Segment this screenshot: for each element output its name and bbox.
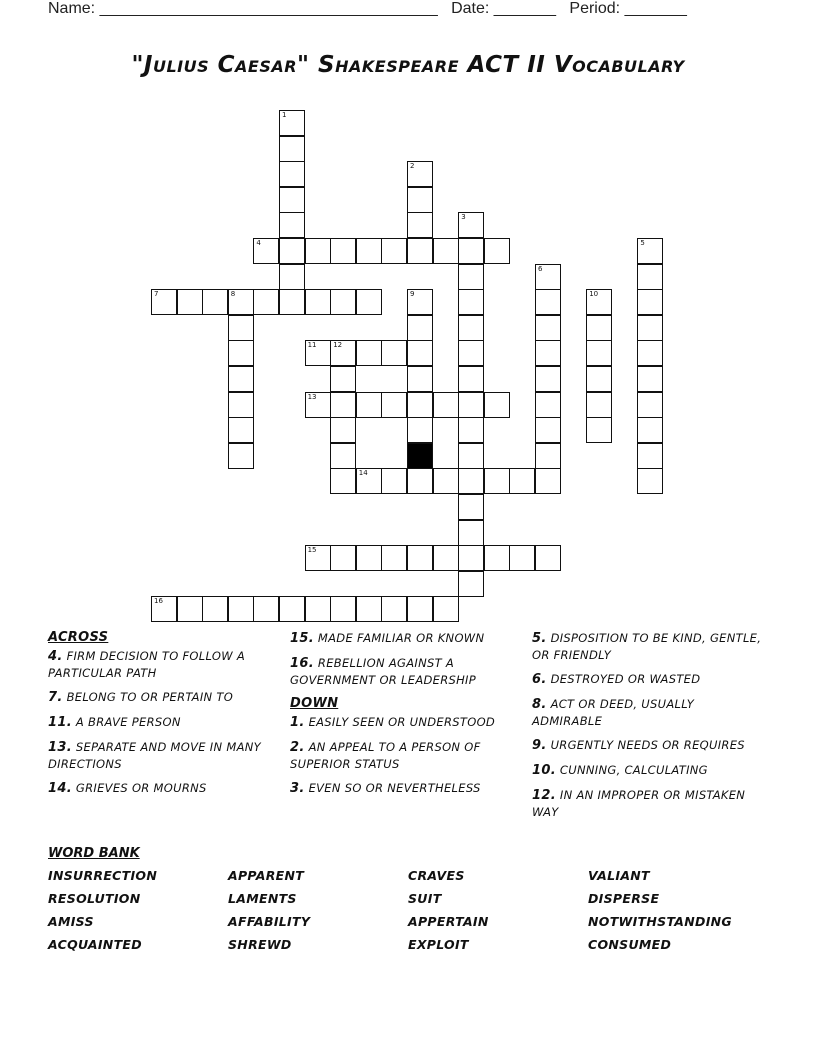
grid-cell[interactable] — [330, 545, 356, 571]
clue-number: 9 — [410, 290, 415, 299]
grid-cell[interactable] — [637, 443, 663, 469]
clue-number: 2 — [410, 162, 415, 171]
bank-word: SUIT — [408, 891, 442, 906]
bank-word: EXPLOIT — [408, 937, 469, 952]
grid-cell[interactable] — [228, 443, 254, 469]
grid-cell[interactable] — [356, 392, 382, 418]
grid-cell[interactable] — [407, 392, 433, 418]
grid-cell[interactable] — [637, 238, 663, 264]
grid-cell[interactable] — [637, 366, 663, 392]
clue-number: 5 — [640, 239, 645, 247]
bank-word: RESOLUTION — [48, 891, 141, 906]
clue-down-12: 12. IN AN IMPROPER OR MISTAKEN WAY — [532, 788, 746, 819]
grid-cell[interactable] — [407, 596, 433, 622]
grid-cell[interactable] — [228, 340, 254, 366]
grid-cell[interactable] — [330, 468, 356, 494]
grid-cell[interactable] — [228, 392, 254, 418]
bank-word: VALIANT — [588, 868, 650, 883]
grid-cell[interactable] — [458, 315, 484, 341]
grid-cell[interactable] — [228, 366, 254, 392]
clue-number: 6 — [538, 264, 543, 273]
grid-cell[interactable] — [305, 289, 331, 315]
bank-word: DISPERSE — [588, 891, 660, 906]
clues-column-3 — [532, 630, 768, 828]
grid-cell[interactable] — [407, 289, 433, 315]
grid-cell[interactable] — [458, 340, 484, 366]
grid-cell[interactable] — [586, 340, 612, 366]
bank-word: AMISS — [48, 914, 94, 929]
grid-cell[interactable] — [279, 264, 305, 290]
grid-cell[interactable] — [458, 520, 484, 546]
grid-cell[interactable] — [407, 315, 433, 341]
grid-cell[interactable] — [458, 468, 484, 494]
clue-number: 4 — [256, 239, 261, 247]
grid-cell[interactable] — [253, 238, 279, 264]
grid-cell[interactable] — [330, 443, 356, 469]
date-blank[interactable]: _______ — [493, 0, 557, 17]
clue-across-16: 16. REBELLION AGAINST A GOVERNMENT OR LEADERSHIP — [290, 656, 476, 687]
bank-word: ACQUAINTED — [48, 937, 142, 952]
clue-number: 16 — [154, 597, 163, 606]
grid-cell[interactable] — [356, 289, 382, 315]
clue-number: 3 — [461, 213, 466, 222]
grid-cell[interactable] — [279, 110, 305, 136]
grid-cell[interactable] — [279, 238, 305, 264]
grid-cell[interactable] — [458, 494, 484, 520]
across-heading: ACROSS — [48, 630, 109, 645]
grid-cell[interactable] — [535, 417, 561, 443]
clue-number: 15 — [307, 546, 317, 555]
grid-cell[interactable] — [356, 545, 382, 571]
bank-word: SHREWD — [228, 937, 292, 952]
grid-cell[interactable] — [458, 212, 484, 238]
grid-cell[interactable] — [330, 340, 356, 366]
grid-cell[interactable] — [586, 289, 612, 315]
grid-cell[interactable] — [433, 596, 459, 622]
clue-number: 1 — [282, 111, 287, 119]
grid-cell[interactable] — [279, 136, 305, 162]
grid-cell[interactable] — [151, 596, 177, 622]
grid-cell[interactable] — [407, 417, 433, 443]
grid-cell[interactable] — [586, 315, 612, 341]
grid-cell[interactable] — [305, 238, 331, 264]
grid-cell[interactable] — [407, 545, 433, 571]
grid-cell[interactable] — [305, 392, 331, 418]
grid-cell[interactable] — [356, 596, 382, 622]
grid-cell[interactable] — [637, 315, 663, 341]
grid-cell[interactable] — [202, 289, 228, 315]
clue-number: 11 — [307, 341, 317, 350]
clue-number: 8 — [230, 290, 236, 299]
grid-cell[interactable] — [586, 417, 612, 443]
grid-cell[interactable] — [305, 340, 331, 366]
grid-cell[interactable] — [458, 289, 484, 315]
grid-cell[interactable] — [535, 289, 561, 315]
grid-cell[interactable] — [356, 238, 382, 264]
clue-down-3: 3. EVEN SO OR NEVERTHELESS — [290, 781, 481, 796]
grid-cell[interactable] — [433, 545, 459, 571]
grid-cell[interactable] — [381, 340, 407, 366]
clues-column-2 — [290, 630, 515, 805]
grid-cell[interactable] — [381, 238, 407, 264]
clue-down-1: 1. EASILY SEEN OR UNDERSTOOD — [290, 715, 496, 730]
clue-down-10: 10. CUNNING, CALCULATING — [532, 763, 708, 778]
grid-cell[interactable] — [637, 468, 663, 494]
clue-down-9: 9. URGENTLY NEEDS OR REQUIRES — [532, 738, 745, 753]
bank-word: LAMENTS — [228, 891, 297, 906]
grid-cell[interactable] — [381, 545, 407, 571]
clue-across-11: 11. A BRAVE PERSON — [48, 715, 181, 730]
grid-cell[interactable] — [509, 545, 535, 571]
grid-cell[interactable] — [535, 392, 561, 418]
grid-cell[interactable] — [279, 212, 305, 238]
grid-cell[interactable] — [458, 392, 484, 418]
clue-down-6: 6. DESTROYED OR WASTED — [532, 672, 701, 687]
grid-cell[interactable] — [535, 366, 561, 392]
grid-cell[interactable] — [253, 596, 279, 622]
grid-cell[interactable] — [458, 238, 484, 264]
grid-cell[interactable] — [586, 366, 612, 392]
clue-across-7: 7. BELONG TO OR PERTAIN TO — [48, 690, 234, 705]
grid-cell[interactable] — [381, 468, 407, 494]
word-bank-title: WORD BANK — [48, 846, 140, 861]
grid-cell[interactable] — [484, 238, 510, 264]
grid-cell[interactable] — [381, 596, 407, 622]
grid-cell[interactable] — [407, 366, 433, 392]
grid-cell[interactable] — [407, 187, 433, 213]
grid-cell[interactable] — [381, 392, 407, 418]
grid-cell[interactable] — [637, 417, 663, 443]
grid-cell[interactable] — [637, 392, 663, 418]
grid-cell[interactable] — [407, 238, 433, 264]
clue-down-5: 5. DISPOSITION TO BE KIND, GENTLE, OR FRIENDLY — [532, 631, 762, 662]
clue-number: 7 — [154, 290, 159, 299]
grid-cell[interactable] — [535, 264, 561, 290]
grid-cell[interactable] — [330, 289, 356, 315]
grid-cell[interactable] — [228, 315, 254, 341]
grid-cell[interactable] — [433, 468, 459, 494]
grid-cell[interactable] — [484, 392, 510, 418]
grid-cell[interactable] — [330, 392, 356, 418]
grid-cell[interactable] — [279, 187, 305, 213]
clue-down-2: 2. AN APPEAL TO A PERSON OF SUPERIOR STATUS — [290, 740, 481, 771]
bank-word: APPARENT — [228, 868, 305, 883]
grid-cell[interactable] — [484, 545, 510, 571]
grid-cell[interactable] — [330, 238, 356, 264]
grid-cell[interactable] — [637, 340, 663, 366]
grid-cell[interactable] — [330, 417, 356, 443]
grid-cell[interactable] — [433, 392, 459, 418]
grid-cell[interactable] — [637, 289, 663, 315]
grid-cell[interactable] — [305, 545, 331, 571]
name-label: Name: — [48, 0, 96, 17]
period-label: Period: — [569, 0, 621, 17]
grid-cell[interactable] — [228, 289, 254, 315]
bank-word: CONSUMED — [588, 937, 672, 952]
clues-column-1 — [48, 630, 273, 805]
clue-across-15: 15. MADE FAMILIAR OR KNOWN — [290, 631, 485, 646]
grid-cell[interactable] — [458, 571, 484, 597]
grid-cell[interactable] — [458, 545, 484, 571]
grid-cell[interactable] — [458, 443, 484, 469]
grid-block — [407, 443, 433, 469]
grid-cell[interactable] — [228, 417, 254, 443]
bank-word: NOTWITHSTANDING — [588, 914, 732, 929]
date-label: Date: — [451, 0, 490, 17]
grid-cell[interactable] — [535, 468, 561, 494]
grid-cell[interactable] — [330, 366, 356, 392]
grid-cell[interactable] — [279, 289, 305, 315]
grid-cell[interactable] — [279, 596, 305, 622]
grid-cell[interactable] — [177, 289, 203, 315]
grid-cell[interactable] — [458, 417, 484, 443]
grid-cell[interactable] — [407, 340, 433, 366]
clue-number: 10 — [589, 290, 599, 299]
bank-word: INSURRECTION — [48, 868, 158, 883]
grid-cell[interactable] — [458, 264, 484, 290]
grid-cell[interactable] — [407, 212, 433, 238]
clue-across-13: 13. SEPARATE AND MOVE IN MANY DIRECTIONS — [48, 740, 261, 771]
period-blank[interactable]: _______ — [624, 0, 687, 17]
clue-across-14: 14. GRIEVES OR MOURNS — [48, 781, 207, 796]
grid-cell[interactable] — [535, 545, 561, 571]
grid-cell[interactable] — [407, 468, 433, 494]
grid-cell[interactable] — [586, 392, 612, 418]
grid-cell[interactable] — [535, 315, 561, 341]
grid-cell[interactable] — [535, 443, 561, 469]
clue-number: 14 — [358, 469, 368, 478]
grid-cell[interactable] — [484, 468, 510, 494]
clue-down-8: 8. ACT OR DEED, USUALLY ADMIRABLE — [532, 697, 695, 728]
grid-cell[interactable] — [356, 468, 382, 494]
bank-word: APPERTAIN — [408, 914, 489, 929]
grid-cell[interactable] — [458, 366, 484, 392]
grid-cell[interactable] — [228, 596, 254, 622]
bank-word: AFFABILITY — [228, 914, 311, 929]
grid-cell[interactable] — [433, 238, 459, 264]
clue-number: 13 — [307, 392, 317, 401]
grid-cell[interactable] — [177, 596, 203, 622]
grid-cell[interactable] — [407, 161, 433, 187]
grid-cell[interactable] — [356, 340, 382, 366]
grid-cell[interactable] — [637, 264, 663, 290]
page-title: "Julius Caesar" Shakespeare ACT II Vocabulary — [131, 52, 685, 78]
name-blank[interactable]: ______________________________________ — [99, 0, 438, 17]
grid-cell[interactable] — [535, 340, 561, 366]
grid-cell[interactable] — [202, 596, 228, 622]
grid-cell[interactable] — [253, 289, 279, 315]
bank-word: CRAVES — [408, 868, 465, 883]
clue-number: 12 — [333, 341, 343, 350]
clue-across-4: 4. FIRM DECISION TO FOLLOW A PARTICULAR PATH — [48, 649, 245, 680]
grid-cell[interactable] — [330, 596, 356, 622]
grid-cell[interactable] — [305, 596, 331, 622]
grid-cell[interactable] — [509, 468, 535, 494]
grid-cell[interactable] — [151, 289, 177, 315]
down-heading: DOWN — [290, 696, 339, 711]
grid-cell[interactable] — [279, 161, 305, 187]
